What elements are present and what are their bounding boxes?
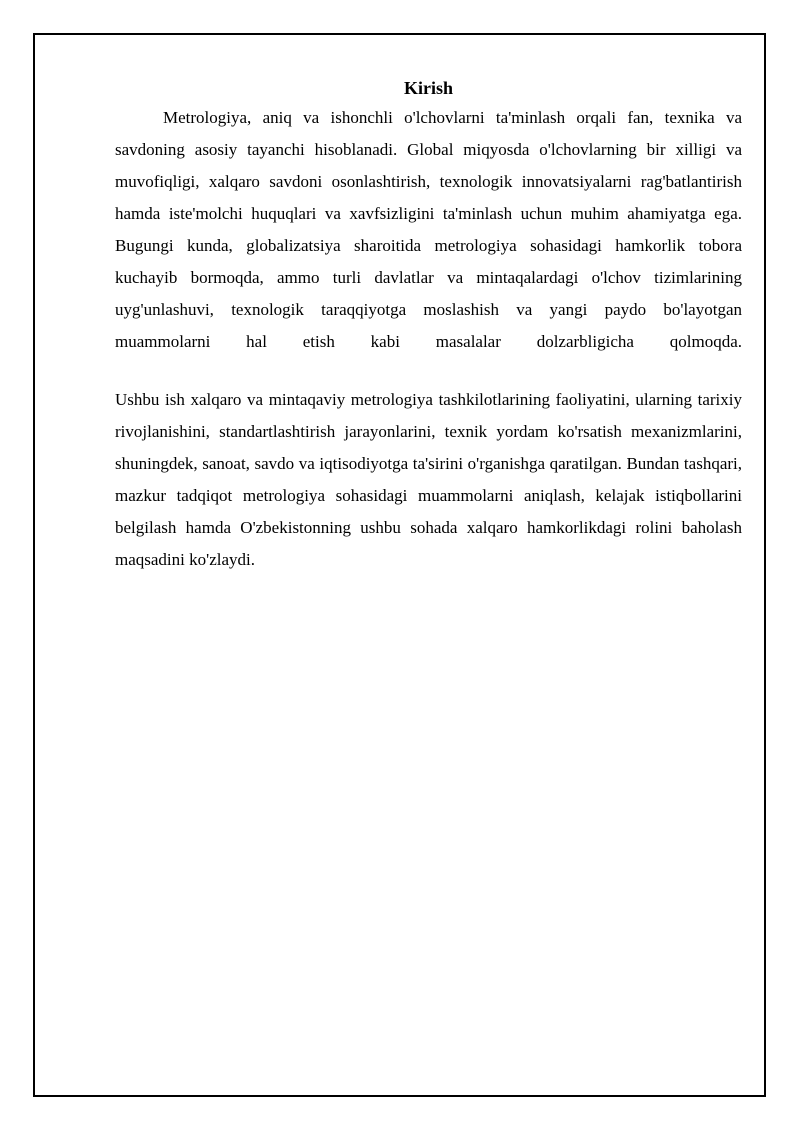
paragraph-spacer: [115, 358, 742, 384]
document-body: [115, 76, 742, 576]
paragraph-introduction: Metrologiya, aniq va ishonchli o'lchovlarni ta'minlash orqali fan, texnika va savdoning asosiy tayanchi hisoblanadi. Global miqyosda o'lchovlarning bir xilligi va muvofiqligi, xalqaro savdoni osonlashtirish, texnologik innovatsiyalarni rag'batlantirish hamda iste'molchi huquqlari va xavfsizligini ta'minlash uchun muhim ahamiyatga ega. Bugungi kunda, globalizatsiya sharoitida metrologiya sohasidagi hamkorlik tobora kuchayib bormoqda, ammo turli davlatlar va mintaqalardagi o'lchov tizimlarining uyg'unlashuvi, texnologik taraqqiyotga moslashish va yangi paydo bo'layotgan muammolarni hal etish kabi masalalar dolzarbligicha qolmoqda.: [115, 108, 742, 351]
section-heading: Kirish: [403, 78, 453, 98]
paragraph-scope: Ushbu ish xalqaro va mintaqaviy metrologiya tashkilotlarining faoliyatini, ularning tarixiy rivojlanishini, standartlashtirish jarayonlarini, texnik yordam ko'rsatish mexanizmlarini, shuningdek, sanoat, savdo va iqtisodiyotga ta'sirini o'rganishga qaratilgan. Bundan tashqari, mazkur tadqiqot metrologiya sohasidagi muammolarni aniqlash, kelajak istiqbollarini belgilash hamda O'zbekistonning ushbu sohada xalqaro hamkorlikdagi rolini baholash maqsadini ko'zlaydi.: [115, 390, 742, 569]
